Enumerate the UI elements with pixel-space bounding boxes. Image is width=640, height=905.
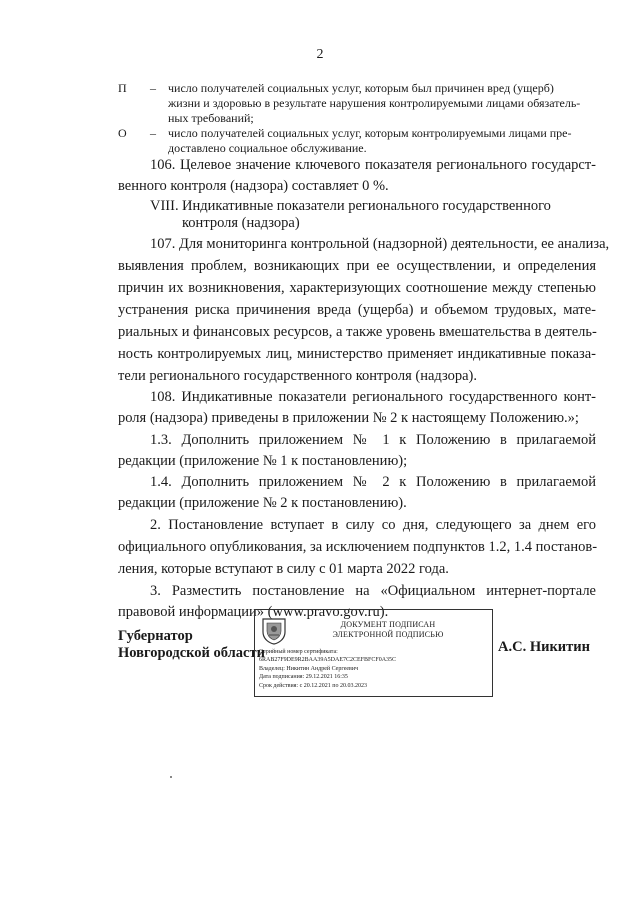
stamp-owner: Владелец: Никитин Андрей Сергеевич: [259, 665, 359, 672]
definition-line: ных требований;: [168, 111, 254, 125]
stamp-cert-label: Серийный номер сертификата:: [259, 649, 338, 655]
section-title-line: Индикативные показатели регионального государственного: [182, 198, 551, 214]
stamp-header-line: ДОКУМЕНТ ПОДПИСАН: [340, 620, 436, 629]
section-number: VIII.: [150, 198, 179, 214]
paragraph-line: устранения риска причинения вреда (ущерба) и объемом трудовых, мате-: [118, 302, 596, 318]
paragraph-line: 1.3. Дополнить приложением № 1 к Положению в прилагаемой: [150, 432, 596, 448]
paragraph-line: редакции (приложение № 1 к постановлению);: [118, 453, 408, 469]
definition-line: число получателей социальных услуг, которым контролируемыми лицами пре-: [168, 126, 572, 140]
paragraph-line: 1.4. Дополнить приложением № 2 к Положению в прилагаемой: [150, 474, 596, 490]
signatory-name: А.С. Никитин: [498, 639, 590, 655]
electronic-signature-stamp: [254, 609, 493, 697]
page-number: 2: [316, 47, 324, 62]
definition-symbol: О: [118, 126, 127, 140]
paragraph-line: ления, которые вступают в силу с 01 марта 2022 года.: [118, 561, 449, 577]
stamp-signed-date: Дата подписания: 29.12.2021 16:35: [259, 674, 348, 681]
paragraph-line: официального опубликования, за исключением подпунктов 1.2, 1.4 постанов-: [118, 539, 598, 555]
paragraph-line: роля (надзора) приведены в приложении № 2 к настоящему Положению.»;: [118, 410, 579, 426]
section-heading: [150, 198, 600, 234]
definition-dash: –: [150, 126, 156, 140]
paragraph-line: 3. Разместить постановление на «Официальном интернет-портале: [150, 583, 596, 599]
paragraph-line: 107. Для мониторинга контрольной (надзорной) деятельности, ее анализа,: [150, 236, 610, 252]
signatory-title: [118, 628, 265, 662]
definition-line: жизни и здоровью в результате нарушения контролируемыми лицами обязатель-: [168, 96, 581, 110]
paragraph-line: ность контролируемых лиц, министерство применяет индикативные показа-: [118, 346, 596, 362]
section-title-line: контроля (надзора): [182, 215, 300, 231]
scan-mark: [170, 776, 172, 778]
stamp-validity: Срок действия: с 20.12.2021 по 20.03.2023: [259, 682, 367, 689]
stamp-info: [259, 648, 396, 690]
paragraph-line: правовой информации» (www.pravo.gov.ru).: [118, 604, 389, 620]
definition-line: число получателей социальных услуг, которым был причинен вред (ущерб): [168, 81, 554, 95]
stamp-cert-number: 6RAB27F9DE9R2BAA39A5DAE7C2CEFBFCF0A35C: [259, 657, 397, 664]
signatory-title-line: Губернатор: [118, 628, 193, 644]
paragraph-line: 106. Целевое значение ключевого показателя регионального государст-: [150, 157, 596, 173]
definition-o: [118, 126, 598, 156]
definition-symbol: П: [118, 81, 127, 95]
paragraph-line: выявления проблем, возникающих при ее осуществлении, и определения: [118, 258, 596, 274]
definition-line: доставлено социальное обслуживание.: [168, 141, 367, 155]
definition-p: [118, 81, 598, 126]
paragraph-line: причин их возникновения, характеризующих соотношение между степенью: [118, 280, 596, 296]
coat-of-arms-icon: [261, 617, 287, 645]
stamp-header-line: ЭЛЕКТРОННОЙ ПОДПИСЬЮ: [332, 630, 444, 639]
paragraph-line: 108. Индикативные показатели регионального государственного конт-: [150, 389, 596, 405]
paragraph-line: 2. Постановление вступает в силу со дня, следующего за днем его: [150, 517, 596, 533]
signatory-title-line: Новгородской области: [118, 645, 265, 661]
paragraph-line: венного контроля (надзора) составляет 0 %.: [118, 178, 389, 194]
paragraph-line: тели регионального государственного контроля (надзора).: [118, 368, 478, 384]
stamp-header: [293, 620, 483, 640]
paragraph-line: редакции (приложение № 2 к постановлению).: [118, 495, 407, 511]
definition-dash: –: [150, 81, 156, 95]
paragraph-line: риальных и финансовых ресурсов, а также уровень вмешательства в деятель-: [118, 324, 597, 340]
